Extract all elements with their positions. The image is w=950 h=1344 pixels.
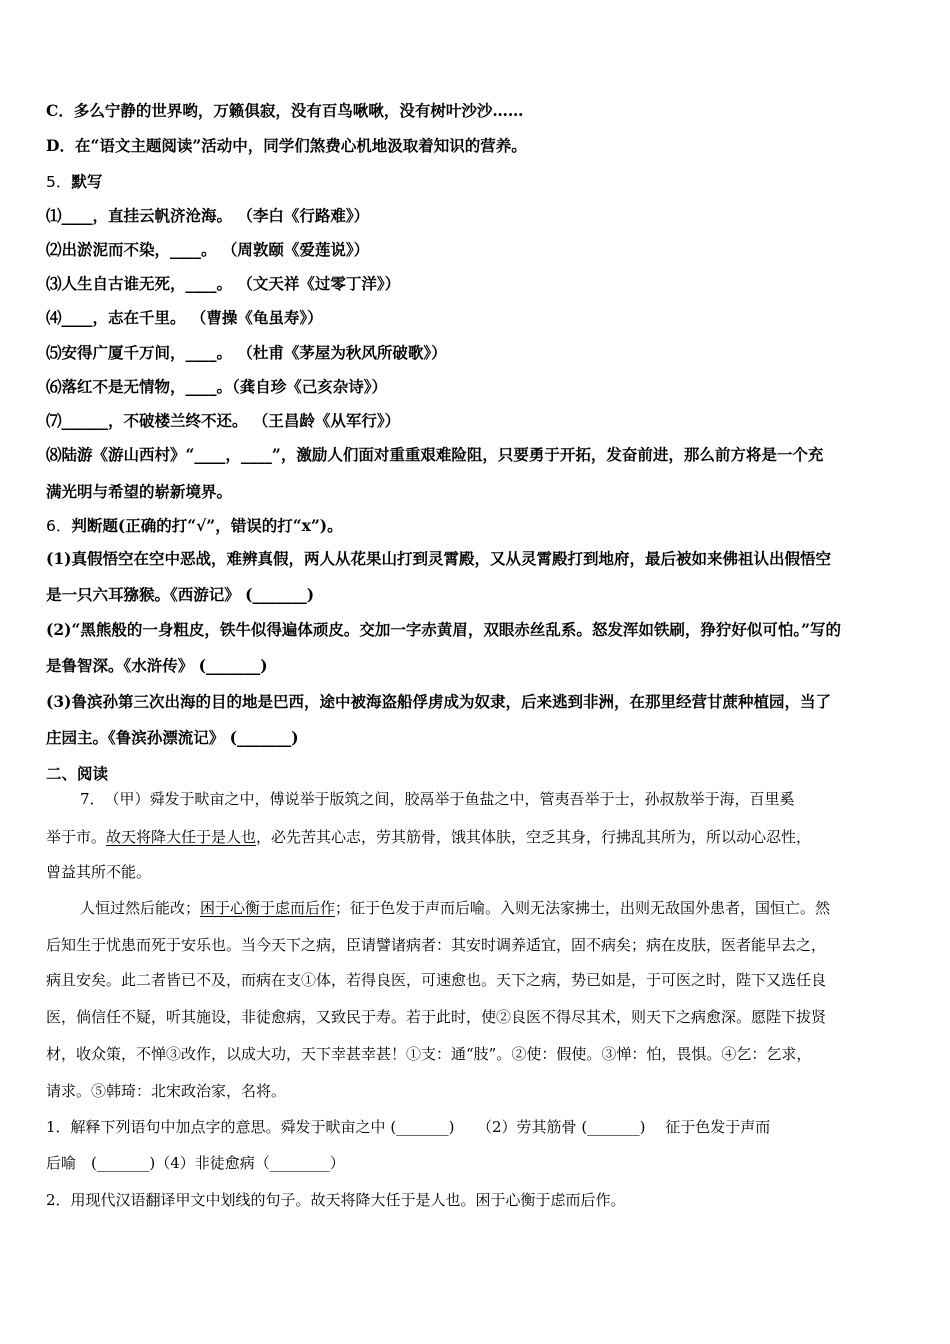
q5-item: ⑻陆游《游山西村》“____，____”，激励人们面对重重艰难险阻，只要勇于开拓，发奋前进，那么前方将是一个充 [46, 445, 824, 464]
passage-line [80, 897, 830, 919]
q6-item-continued: 庄园主。《鲁滨孙漂流记》 (_______) [46, 728, 299, 747]
q5-item: ⑸安得广厦千万间，____。 （杜甫《茅屋为秋风所破歌》） [46, 343, 447, 362]
q5-item-continued: 满光明与希望的崭新境界。 [46, 482, 233, 501]
underlined-sentence-2: 困于心衡于虑而后作 [200, 899, 336, 917]
option-d: D．在“语文主题阅读”活动中，同学们煞费心机地汲取着知识的营养。 [46, 136, 527, 155]
question-6-heading [46, 515, 343, 537]
passage-line-tail: ；征于色发于声而后喻。入则无法家拂士，出则无敌国外患者，国恒亡。然 [335, 899, 831, 917]
passage-line: 曾益其所不能。 [46, 863, 152, 881]
passage-line: 请求。⑤韩琦：北宋政治家，名将。 [46, 1082, 287, 1100]
passage-line-lead: 举于市。 [46, 828, 107, 846]
passage-line-tail: ，必先苦其心志，劳其筋骨，饿其体肤，空乏其身，行拂乱其所为，所以动心忍性， [256, 828, 812, 846]
passage-line-lead: 人恒过然后能改； [80, 899, 201, 917]
option-c: C．多么宁静的世界哟，万籁俱寂，没有百鸟啾啾，没有树叶沙沙…… [46, 101, 524, 120]
q5-item: ⑵出淤泥而不染，____。 （周敦颐《爱莲说》） [46, 240, 370, 259]
q5-item: ⑷____，志在千里。 （曹操《龟虽寿》） [46, 308, 323, 327]
question-6-title: 判断题(正确的打“√”，错误的打“x”)。 [71, 516, 343, 535]
passage-line: 后知生于忧患而死于安乐也。当今天下之病，臣请譬诸病者：其安时调养适宜，固不病矣；病在皮肤，医者能早去之， [46, 936, 827, 954]
q5-item: ⑴____，直挂云帆济沧海。 （李白《行路难》） [46, 206, 370, 225]
section-2-heading: 二、阅读 [46, 764, 109, 783]
passage-line: 医，倘信任不疑，听其施设，非徒愈病，又致民于寿。若于此时，使②良医不得尽其术，则天下之病愈深。愿陛下拔贤 [46, 1008, 827, 1026]
question-5-number: 5． [46, 173, 72, 191]
q6-item: (1)真假悟空在空中恶战，难辨真假，两人从花果山打到灵霄殿，又从灵霄殿打到地府，最后被如来佛祖认出假悟空 [46, 549, 831, 568]
q6-item-continued: 是一只六耳猕猴。《西游记》 (_______) [46, 585, 315, 604]
q5-item: ⑹落红不是无情物，____。（龚自珍《己亥杂诗》） [46, 377, 388, 396]
question-5-title: 默写 [71, 172, 103, 191]
passage-line: 病且安矣。此二者皆已不及，而病在支①体，若得良医，可速愈也。天下之病，势已如是，于可医之时，陛下又选任良 [46, 971, 827, 989]
q6-item-continued: 是鲁智深。《水浒传》 (_______) [46, 656, 268, 675]
subquestion-2: 2．用现代汉语翻译甲文中划线的句子。故天将降大任于是人也。困于心衡于虑而后作。 [46, 1191, 626, 1209]
passage-line: 材，收众策，不惮③改作，以成大功，天下幸甚幸甚！①支：通“肢”。②使：假使。③惮：怕，畏惧。④乞：乞求， [46, 1045, 812, 1063]
subquestion-1-continued: 后喻 (_______)（4）非徒愈病（________） [46, 1154, 345, 1172]
q5-item: ⑺______，不破楼兰终不还。 （王昌龄《从军行》） [46, 411, 401, 430]
subquestion-1: 1．解释下列语句中加点字的意思。舜发于畎亩之中 (_______) （2）劳其筋骨 (_______) 征于色发于声而 [46, 1118, 771, 1136]
question-6-number: 6． [46, 517, 72, 535]
passage-line: 7． （甲）舜发于畎亩之中，傅说举于版筑之间，胶鬲举于鱼盐之中，管夷吾举于士，孙叔敖举于海，百里奚 [80, 790, 795, 808]
q6-item: (2)“黑熊般的一身粗皮，铁牛似得遍体顽皮。交加一字赤黄眉，双眼赤丝乱系。怒发浑如铁刷，狰狞好似可怕。”写的 [46, 620, 842, 639]
underlined-sentence-1: 故天将降大任于是人也 [106, 828, 257, 846]
q6-item: (3)鲁滨孙第三次出海的目的地是巴西，途中被海盗船俘虏成为奴隶，后来逃到非洲，在那里经营甘蔗种植园，当了 [46, 692, 831, 711]
question-5-heading [46, 171, 102, 193]
passage-line [46, 826, 811, 848]
q5-item: ⑶人生自古谁无死，____。 （文天祥《过零丁洋》） [46, 274, 401, 293]
